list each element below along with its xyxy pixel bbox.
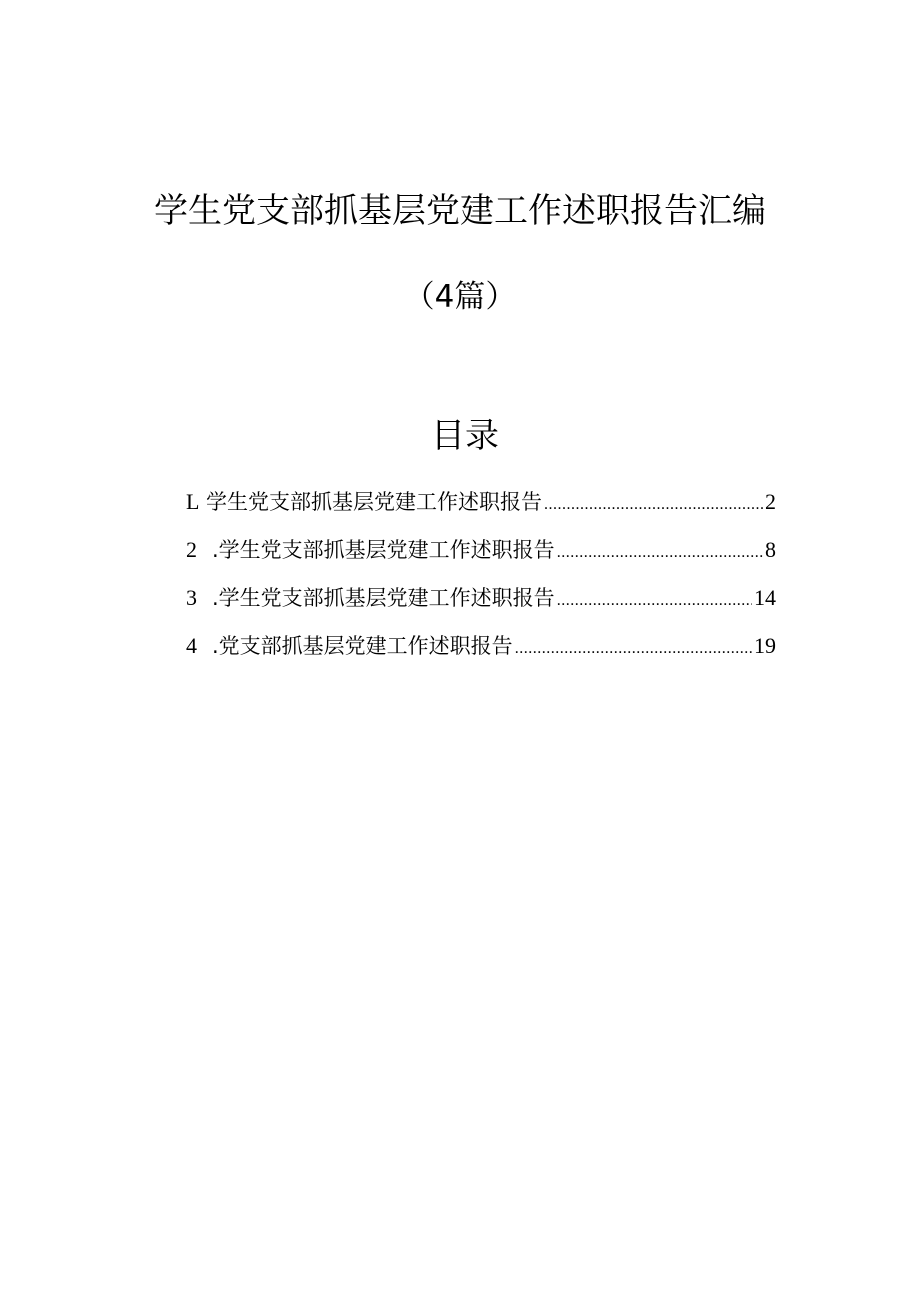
- toc-entry-number: 3: [186, 585, 197, 610]
- table-of-contents: [186, 487, 776, 679]
- toc-entry-number: L: [186, 489, 200, 514]
- toc-entry-title: .学生党支部抓基层党建工作述职报告: [212, 586, 555, 610]
- toc-entry-page: 14: [754, 585, 776, 610]
- toc-heading: 目录: [431, 416, 499, 456]
- document-title: 学生党支部抓基层党建工作述职报告汇编: [154, 191, 766, 231]
- toc-entry-page: 8: [765, 537, 776, 562]
- toc-entry-title: .党支部抓基层党建工作述职报告: [212, 634, 513, 658]
- toc-entry[interactable]: [186, 583, 776, 631]
- toc-leader-dots: [557, 586, 752, 616]
- toc-leader-dots: [515, 634, 752, 664]
- toc-entry-page: 19: [754, 633, 776, 658]
- toc-entry-number: 4: [186, 633, 197, 658]
- toc-entry-page: 2: [765, 489, 776, 514]
- toc-entry-number: 2: [186, 537, 197, 562]
- document-subtitle: （4篇）: [403, 279, 517, 315]
- toc-entry[interactable]: [186, 535, 776, 583]
- toc-entry[interactable]: [186, 631, 776, 679]
- toc-leader-dots: [544, 490, 763, 520]
- toc-entry[interactable]: [186, 487, 776, 535]
- toc-leader-dots: [557, 538, 763, 568]
- toc-entry-title: .学生党支部抓基层党建工作述职报告: [212, 538, 555, 562]
- toc-entry-title: 学生党支部抓基层党建工作述职报告: [206, 490, 542, 514]
